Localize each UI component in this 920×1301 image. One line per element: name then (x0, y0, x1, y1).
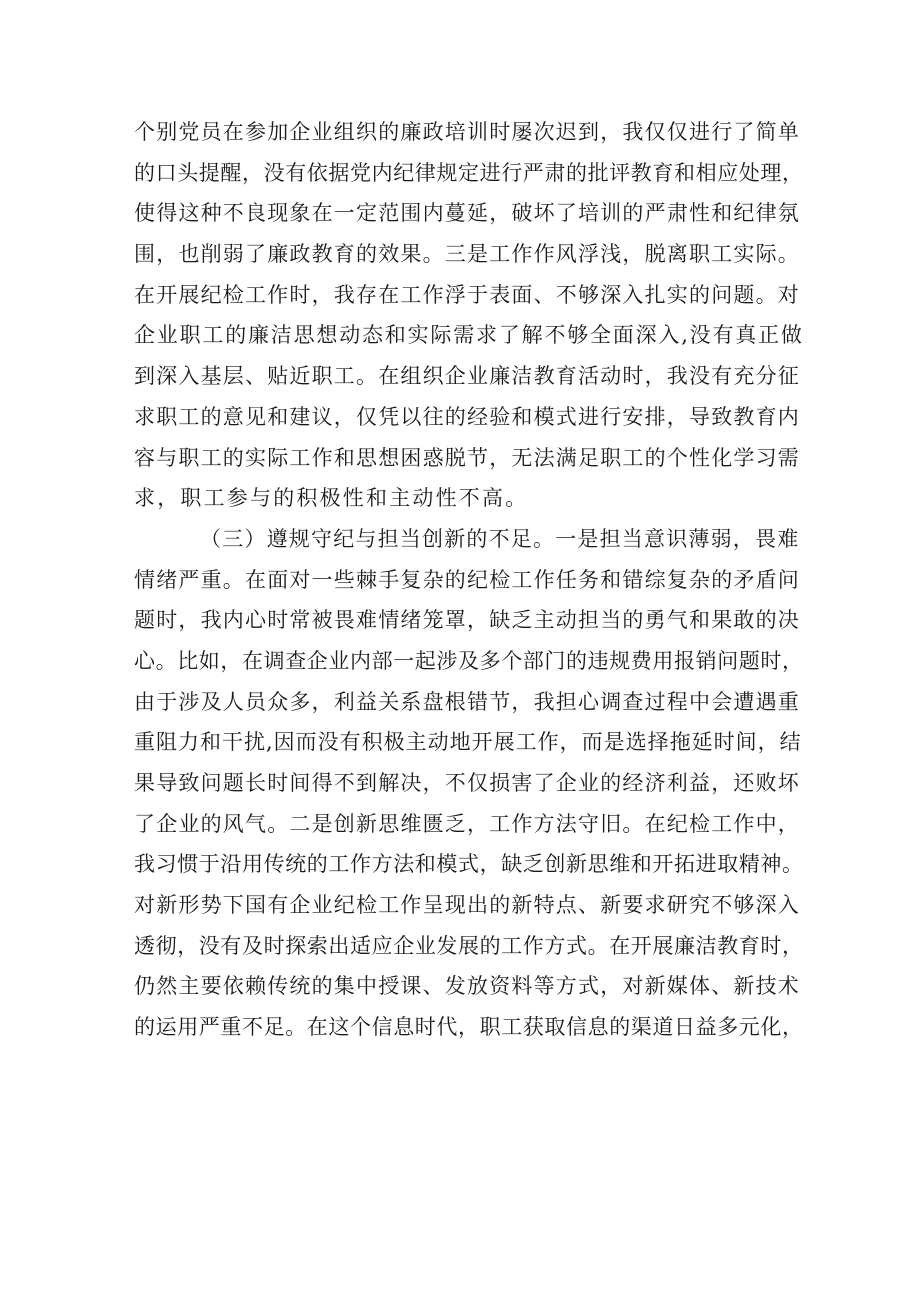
text-line: 求，职工参与的积极性和主动性不高。 (134, 486, 529, 511)
text-line: 的口头提醒，没有依据党内纪律规定进行严肃的批评教育和相应处理， (134, 160, 804, 185)
text-line: 企业职工的廉洁思想动态和实际需求了解不够全面深入,没有真正做 (134, 323, 804, 348)
text-line: 重阻力和干扰,因而没有积极主动地开展工作，而是选择拖延时间，结 (134, 730, 802, 755)
text-line: 的运用严重不足。在这个信息时代，职工获取信息的渠道日益多元化， (134, 1015, 804, 1040)
text-line: 果导致问题长时间得不到解决，不仅损害了企业的经济利益，还败坏 (134, 771, 800, 795)
text-line: 题时，我内心时常被畏难情绪笼罩，缺乏主动担当的勇气和果敢的决 (134, 608, 800, 633)
text-line: 使得这种不良现象在一定范围内蔓延，破坏了培训的严肃性和纪律氛 (134, 201, 800, 226)
text-line: 个别党员在参加企业组织的廉政培训时屡次迟到，我仅仅进行了简单 (134, 120, 800, 144)
text-line: 在开展纪检工作时，我存在工作浮于表面、不够深入扎实的问题。对 (134, 282, 800, 307)
text-line: 心。比如，在调查企业内部一起涉及多个部门的违规费用报销问题时， (134, 648, 804, 673)
text-line: 求职工的意见和建议，仅凭以往的经验和模式进行安排，导致教育内 (134, 404, 800, 429)
text-line: 围，也削弱了廉政教育的效果。三是工作作风浮浅，脱离职工实际。 (134, 242, 800, 267)
text-line: 对新形势下国有企业纪检工作呈现出的新特点、新要求研究不够深入 (134, 893, 800, 918)
text-line: 透彻，没有及时探索出适应企业发展的工作方式。在开展廉洁教育时， (134, 933, 804, 958)
text-line: 由于涉及人员众多，利益关系盘根错节，我担心调查过程中会遭遇重 (134, 689, 800, 714)
section-heading-line: （三）遵规守纪与担当创新的不足。一是担当意识薄弱，畏难 (200, 526, 800, 551)
text-line: 我习惯于沿用传统的工作方法和模式，缺乏创新思维和开拓进取精神。 (134, 852, 804, 877)
text-line: 了企业的风气。二是创新思维匮乏，工作方法守旧。在纪检工作中， (134, 811, 800, 836)
text-line: 情绪严重。在面对一些棘手复杂的纪检工作任务和错综复杂的矛盾问 (134, 567, 800, 592)
text-line: 到深入基层、贴近职工。在组织企业廉洁教育活动时，我没有充分征 (134, 364, 800, 389)
text-line: 容与职工的实际工作和思想困惑脱节，无法满足职工的个性化学习需 (134, 445, 800, 470)
text-line: 仍然主要依赖传统的集中授课、发放资料等方式，对新媒体、新技术 (134, 974, 800, 999)
body-text (134, 112, 804, 1048)
